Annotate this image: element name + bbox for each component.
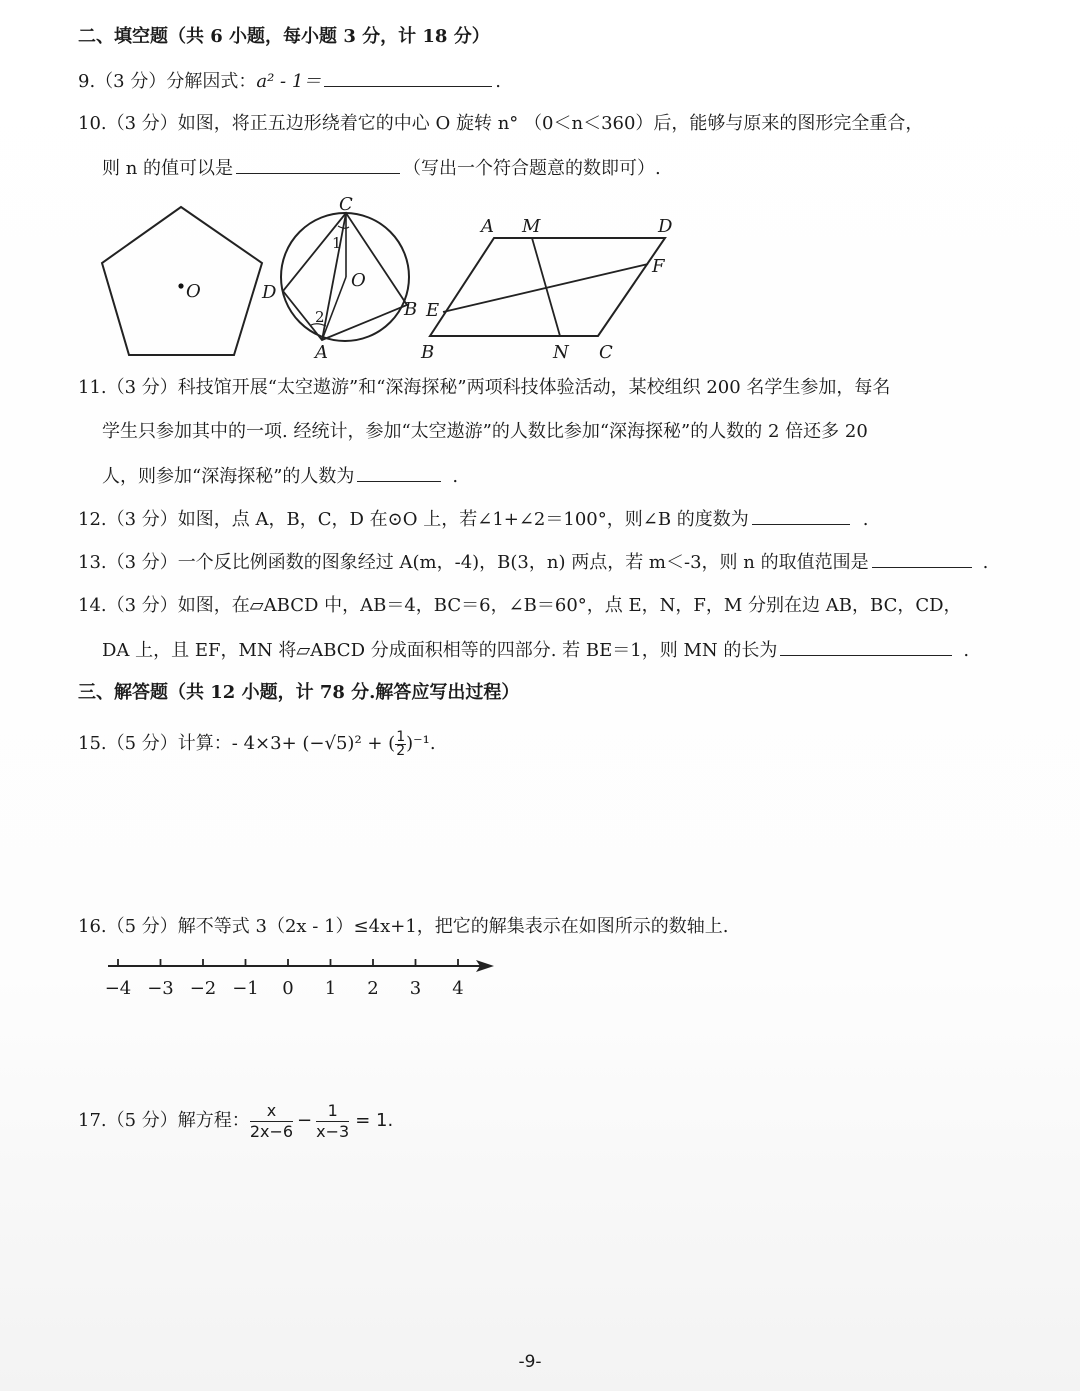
q15-pre: 15.（5 分）计算：- 4×3+ (−√5)² + ( (78, 733, 396, 754)
question-11-line2: 学生只参加其中的一项. 经统计，参加“太空遨游”的人数比参加“深海探秘”的人数的 2 倍还多 20 (102, 421, 868, 442)
q12-post: . (862, 509, 869, 530)
q17-post: = 1. (355, 1110, 394, 1131)
circle-label-a: A (315, 342, 328, 363)
circle-label-b: B (404, 299, 418, 320)
para-label-a: A (481, 216, 494, 237)
number-line-tick-label: 4 (452, 978, 464, 999)
q15-post: )⁻¹. (406, 733, 436, 754)
angle-2-label: 2 (315, 308, 325, 326)
q10-line2-pre: 则 n 的值可以是 (102, 158, 234, 179)
q9-prefix: 9.（3 分）分解因式： (78, 71, 257, 92)
q17-f1-den: 2x−6 (249, 1121, 294, 1141)
question-14-line1: 14.（3 分）如图，在▱ABCD 中，AB＝4，BC＝6，∠B＝60°，点 E，N，F，M 分别在边 AB，BC，CD， (78, 595, 962, 616)
number-line-tick-label: 3 (409, 978, 422, 999)
q14-line2-pre: DA 上，且 EF，MN 将▱ABCD 分成面积相等的四部分. 若 BE＝1，则 MN 的长为 (102, 640, 778, 661)
q17-fraction-1 (250, 1101, 293, 1142)
angle-1-label: 1 (332, 234, 342, 252)
para-label-n: N (553, 342, 569, 363)
number-line-tick-label: −3 (147, 978, 174, 999)
circle-label-d: D (262, 282, 277, 303)
number-line-tick-label: 1 (324, 978, 337, 999)
q13-post: . (982, 552, 989, 573)
q12-pre: 12.（3 分）如图，点 A，B，C，D 在⊙O 上，若∠1+∠2＝100°，则∠B 的度数为 (78, 509, 749, 530)
q17-f2-den: x−3 (316, 1121, 350, 1141)
q11-line3-post: . (452, 466, 459, 487)
q17-minus: − (297, 1110, 313, 1131)
q14-line2-post: . (963, 640, 970, 661)
section-2-title: 二、填空题（共 6 小题，每小题 3 分，计 18 分） (78, 26, 490, 47)
question-17 (78, 1098, 393, 1144)
q9-expr: a² - 1＝ (256, 71, 322, 92)
para-label-f: F (652, 256, 665, 277)
page-number: -9- (518, 1352, 542, 1372)
q15-frac-num: 1 (396, 728, 406, 745)
question-16: 16.（5 分）解不等式 3（2x - 1）≤4x+1，把它的解集表示在如图所示的数轴上. (78, 916, 729, 937)
number-line-tick-label: −2 (189, 978, 217, 999)
q17-f1-num: x (250, 1101, 293, 1122)
question-11-line1: 11.（3 分）科技馆开展“太空遨游”和“深海探秘”两项科技体验活动，某校组织 200 名学生参加，每名 (78, 377, 891, 398)
q9-suffix: . (495, 71, 502, 92)
number-line-tick-label: −4 (104, 978, 132, 999)
para-label-c: C (599, 342, 613, 363)
circle-label-o: O (351, 270, 366, 291)
section-3-title: 三、解答题（共 12 小题，计 78 分.解答应写出过程） (78, 682, 520, 703)
number-line-tick-label: −1 (232, 978, 259, 999)
number-line-tick-label: 2 (367, 978, 379, 999)
question-10-line1: 10.（3 分）如图，将正五边形绕着它的中心 O 旋转 n° （0＜n＜360）后，能够与原来的图形完全重合， (78, 113, 924, 134)
circle-label-c: C (339, 194, 353, 215)
para-label-d: D (658, 216, 673, 237)
q13-pre: 13.（3 分）一个反比例函数的图象经过 A(m，-4)，B(3，n) 两点，若 m＜-3，则 n 的取值范围是 (78, 552, 869, 573)
q10-line2-post: （写出一个符合题意的数即可）. (403, 158, 661, 179)
pentagon-label-o: O (186, 281, 201, 302)
q17-f2-num: 1 (316, 1101, 349, 1122)
q17-fraction-2 (316, 1101, 349, 1142)
para-label-e: E (426, 300, 440, 321)
q15-frac-den: 2 (396, 742, 406, 759)
number-line-tick-label: 0 (282, 978, 294, 999)
para-label-m: M (522, 216, 541, 237)
para-label-b: B (421, 342, 435, 363)
q17-pre: 17.（5 分）解方程： (78, 1110, 250, 1131)
q11-line3-pre: 人，则参加“深海探秘”的人数为 (102, 466, 355, 487)
